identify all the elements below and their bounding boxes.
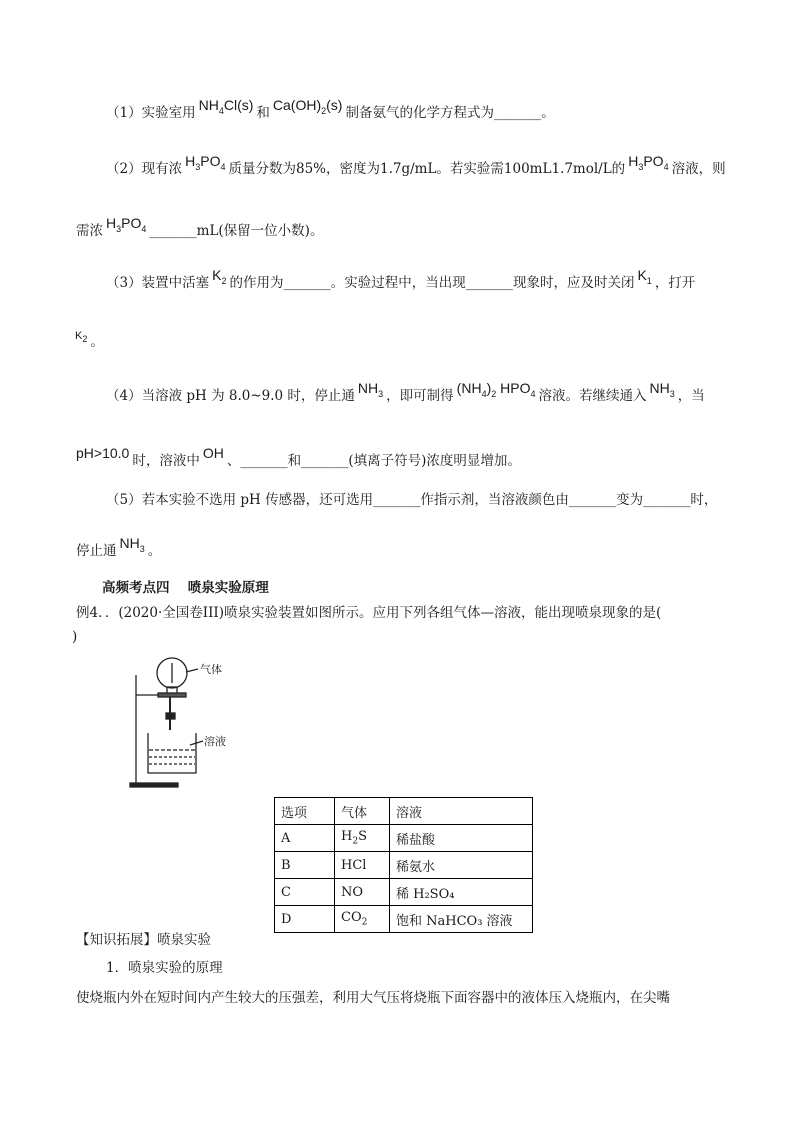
gas-label: 气体 xyxy=(200,663,222,676)
knowledge-heading: 【知识拓展】喷泉实验 xyxy=(76,932,211,948)
formula-ph: pH>10.0 xyxy=(76,445,130,461)
formula-nh3: $NH_3$ xyxy=(649,380,675,399)
formula-nh4cl: $NH_4Cl(s)$ xyxy=(198,97,254,116)
example-question: 例4．．(2020·全国卷III)喷泉实验装置如图所示。应用下列各组气体—溶液，能出现喷泉现象的是( xyxy=(76,605,662,621)
section-title: 高频考点四 喷泉实验原理 xyxy=(102,580,269,596)
formula-h3po4: $H_3PO_4$ xyxy=(185,153,226,172)
options-table xyxy=(274,797,533,933)
stand-base xyxy=(130,783,178,787)
question-4-cont: pH>10.0 时，溶液中 OH 、_______和_______(填离子符号)浓度明显增加。 xyxy=(76,445,521,469)
formula-nh4-2hpo4: $(NH_4)_2$ $HPO_4$ xyxy=(456,380,536,399)
body-paragraph: 使烧瓶内外在短时间内产生较大的压强差，利用大气压将烧瓶下面容器中的液体压入烧瓶内，在尖嘴 xyxy=(76,990,670,1006)
table-row: D $CO_2$ 饱和 NaHCO₃ 溶液 xyxy=(275,906,533,933)
formula-h3po4: $H_3PO_4$ xyxy=(106,215,147,234)
question-5-cont: 停止通 $NH_3$ 。 xyxy=(76,535,162,559)
table-header-row xyxy=(275,798,533,825)
formula-caoh2: $Ca(OH)_2(s)$ xyxy=(272,97,343,116)
formula-k2: $K_2$ xyxy=(212,267,227,286)
table-row: A $H_2S$ 稀盐酸 xyxy=(275,825,533,852)
fountain-apparatus-figure xyxy=(128,655,258,790)
formula-k2: K2 xyxy=(75,330,88,345)
question-4: （4）当溶液 pH 为 8.0~9.0 时，停止通 $NH_3$ ，即可制得 $(NH_4)_2$ $HPO_4$ 溶液。若继续通入 $NH_3$ ，当 xyxy=(106,380,705,404)
question-2-cont: 需浓 $H_3PO_4$ _______mL(保留一位小数)。 xyxy=(76,215,324,239)
question-3: （3）装置中活塞 $K_2$ 的作用为_______。实验过程中，当出现_______现象时，应及时关闭 $K_1$ ，打开 xyxy=(106,267,696,291)
header-solution: 溶液 xyxy=(390,798,533,825)
header-option: 选项 xyxy=(275,798,335,825)
question-2: （2）现有浓 $H_3PO_4$ 质量分数为85%，密度为1.7g/mL。若实验需100mL1.7mol/L的 $H_3PO_4$ 溶液，则 xyxy=(106,153,726,177)
stopper xyxy=(158,693,186,697)
formula-k1: $K_1$ xyxy=(637,267,652,286)
beaker xyxy=(148,733,196,773)
formula-nh3: $NH_3$ xyxy=(357,380,384,399)
example-question-close: ) xyxy=(72,629,78,645)
question-1: （1）实验室用 $NH_4Cl(s)$ 和 $Ca(OH)_2(s)$ 制备氨气的化学方程式为_______。 xyxy=(106,97,555,121)
formula-nh3: $NH_3$ xyxy=(119,535,145,554)
table-row: B HCl 稀氨水 xyxy=(275,852,533,879)
solution-label: 溶液 xyxy=(204,735,226,748)
question-5: （5）若本实验不选用 pH 传感器，还可选用_______作指示剂，当溶液颜色由_______变为_______时， xyxy=(106,492,718,508)
table-row: C NO 稀 H₂SO₄ xyxy=(275,879,533,906)
header-gas: 气体 xyxy=(335,798,390,825)
formula-h3po4: $H_3PO_4$ xyxy=(628,153,669,172)
point-1-heading: 1．喷泉实验的原理 xyxy=(106,960,223,976)
pinch-clamp xyxy=(166,713,175,719)
question-3-cont: $^{K_2}$ 。 xyxy=(75,330,104,350)
formula-oh: OH xyxy=(202,445,224,461)
